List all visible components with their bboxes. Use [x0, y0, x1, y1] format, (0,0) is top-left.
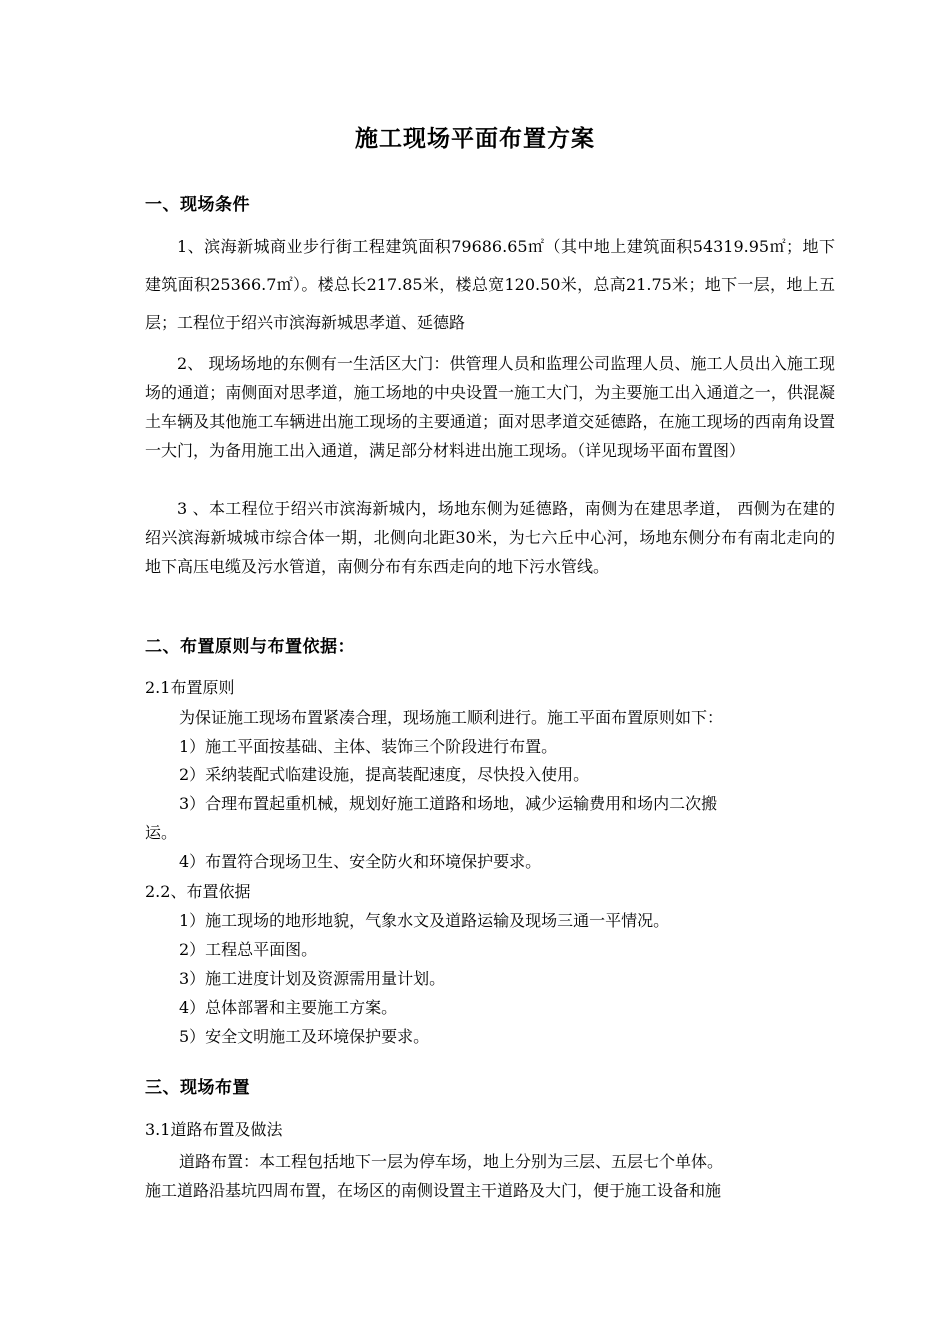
section-3-heading: 三、现场布置	[145, 1078, 250, 1098]
section-1-heading: 一、现场条件	[145, 195, 250, 215]
section-3-1-heading: 3.1道路布置及做法	[145, 1120, 283, 1139]
section-2-1-item-continuation: 运。	[145, 823, 178, 842]
section-2-1-item: 4）布置符合现场卫生、安全防火和环境保护要求。	[179, 852, 542, 871]
section-2-1-item: 3）合理布置起重机械，规划好施工道路和场地，减少运输费用和场内二次搬	[179, 794, 718, 813]
section-2-2-item: 3）施工进度计划及资源需用量计划。	[179, 969, 446, 988]
section-2-heading: 二、布置原则与布置依据：	[145, 637, 355, 657]
section-1-paragraph-1: 1、滨海新城商业步行街工程建筑面积79686.65㎡（其中地上建筑面积54319.95㎡；地下建筑面积25366.7㎡）。楼总长217.85米，楼总宽120.50米，总高21.75米；地下一层，地上五层；工程位于绍兴市滨海新城思孝道、延德路	[145, 237, 835, 332]
section-3-1-paragraph-line: 道路布置：本工程包括地下一层为停车场，地上分别为三层、五层七个单体。	[179, 1152, 724, 1171]
section-2-1-item: 2）采纳装配式临建设施，提高装配速度，尽快投入使用。	[179, 765, 590, 784]
section-1-paragraph-2: 2、 现场场地的东侧有一生活区大门：供管理人员和监理公司监理人员、施工人员出入施工现场的通道；南侧面对思孝道，施工场地的中央设置一施工大门，为主要施工出入通道之一，供混凝土车辆及其他施工车辆进出施工现场的主要通道；面对思孝道交延德路，在施工现场的西南角设置一大门，为备用施工出入通道，满足部分材料进出施工现场。（详见现场平面布置图）	[145, 354, 835, 460]
section-2-2-item: 5）安全文明施工及环境保护要求。	[179, 1027, 430, 1046]
section-3-1-paragraph-line: 施工道路沿基坑四周布置，在场区的南侧设置主干道路及大门，便于施工设备和施	[145, 1181, 722, 1200]
section-2-1-heading: 2.1布置原则	[145, 678, 235, 697]
section-1-paragraph-3: 3 、本工程位于绍兴市滨海新城内，场地东侧为延德路，南侧为在建思孝道， 西侧为在建的绍兴滨海新城城市综合体一期，北侧向北距30米，为七六丘中心河，场地东侧分布有南北走向的地下高压电缆及污水管道，南侧分布有东西走向的地下污水管线。	[145, 499, 835, 576]
section-2-1-intro: 为保证施工现场布置紧凑合理，现场施工顺利进行。施工平面布置原则如下：	[179, 708, 724, 727]
document-title: 施工现场平面布置方案	[355, 125, 595, 152]
section-2-2-heading: 2.2、布置依据	[145, 882, 251, 901]
section-2-2-item: 2）工程总平面图。	[179, 940, 318, 959]
section-2-1-item: 1）施工平面按基础、主体、装饰三个阶段进行布置。	[179, 737, 558, 756]
section-2-2-item: 4）总体部署和主要施工方案。	[179, 998, 398, 1017]
section-2-2-item: 1）施工现场的地形地貌，气象水文及道路运输及现场三通一平情况。	[179, 911, 670, 930]
